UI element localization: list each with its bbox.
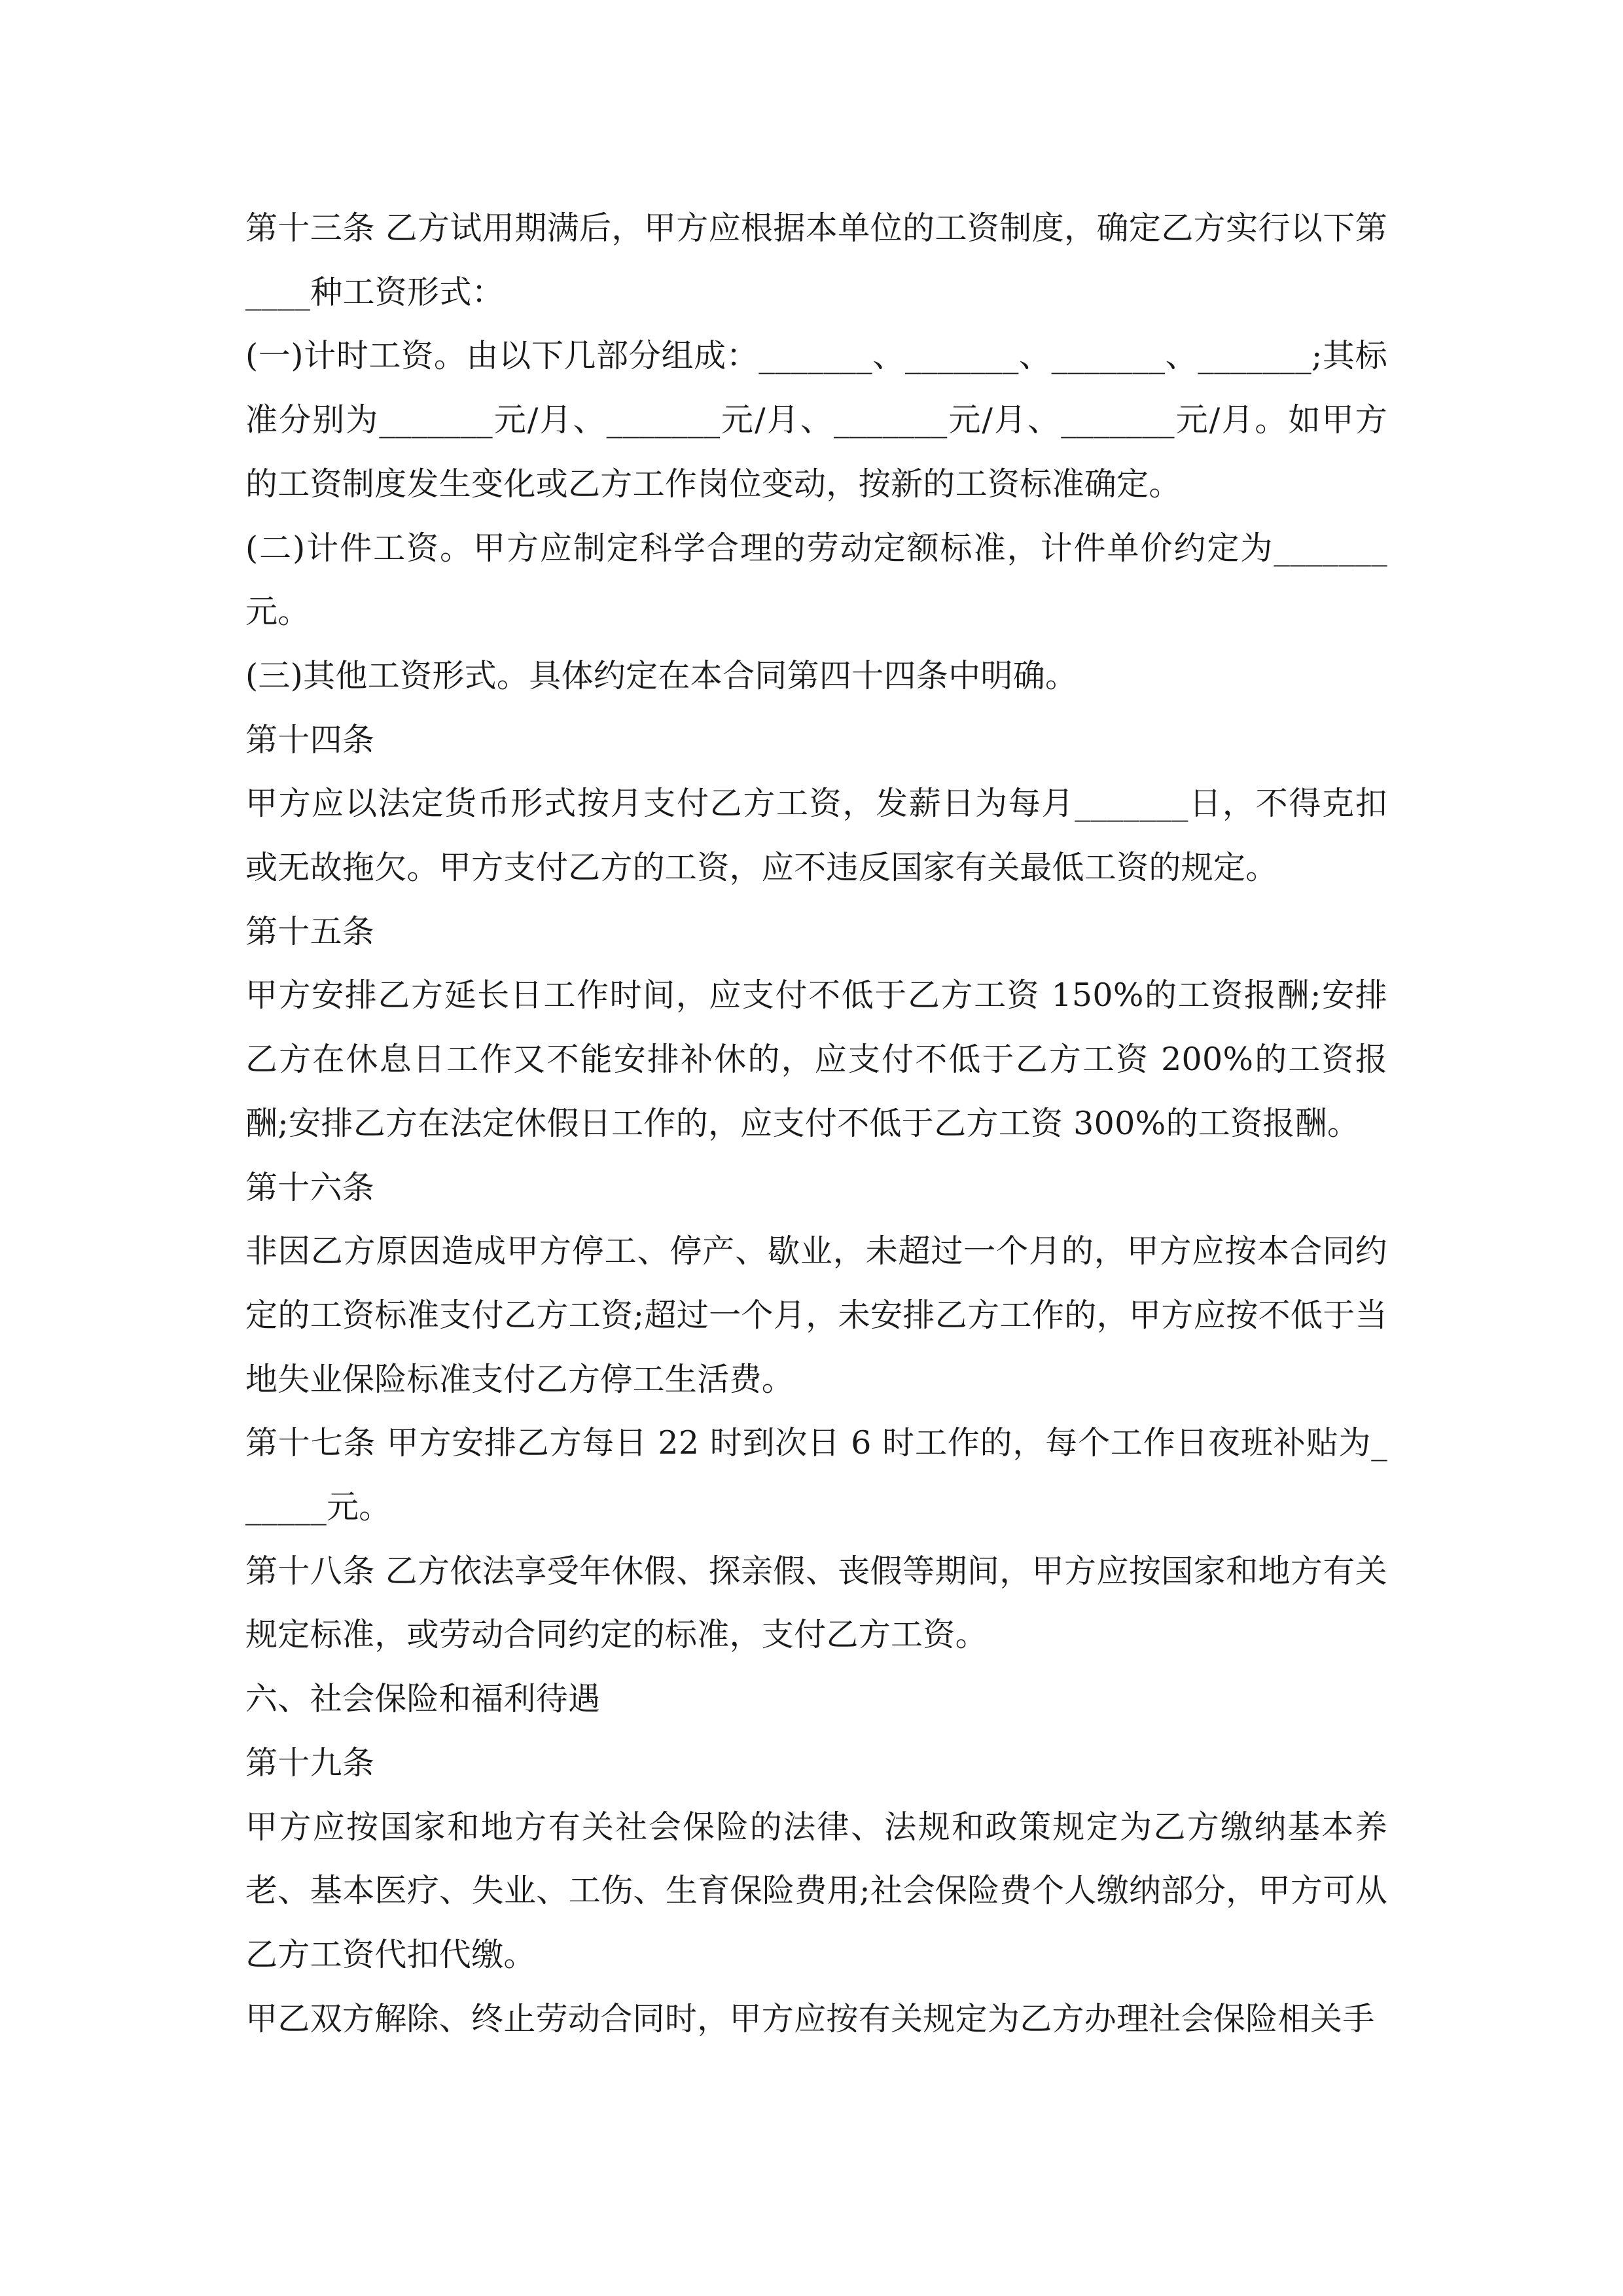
clause-13: 第十三条 乙方试用期满后，甲方应根据本单位的工资制度，确定乙方实行以下第____种工资形式： (245, 209, 1387, 311)
clause-16-heading: 第十六条 (245, 1168, 375, 1206)
clause-13-item-3: (三)其他工资形式。具体约定在本合同第四十四条中明确。 (245, 656, 1078, 694)
section-6-heading: 六、社会保险和福利待遇 (245, 1680, 601, 1718)
clause-19-text: 甲方应按国家和地方有关社会保险的法律、法规和政策规定为乙方缴纳基本养老、基本医疗、失业、工伤、生育保险费用;社会保险费个人缴纳部分，甲方可从乙方工资代扣代缴。 (245, 1808, 1387, 1973)
clause-14-heading: 第十四条 (245, 721, 375, 759)
clause-19-heading: 第十九条 (245, 1744, 375, 1782)
document-body (245, 196, 1387, 2051)
clause-15-heading: 第十五条 (245, 912, 375, 950)
clause-16-text: 非因乙方原因造成甲方停工、停产、歇业，未超过一个月的，甲方应按本合同约定的工资标准支付乙方工资;超过一个月，未安排乙方工作的，甲方应按不低于当地失业保险标准支付乙方停工生活费。 (245, 1232, 1387, 1398)
clause-17: 第十七条 甲方安排乙方每日 22 时到次日 6 时工作的，每个工作日夜班补贴为______元。 (245, 1424, 1387, 1526)
clause-18: 第十八条 乙方依法享受年休假、探亲假、丧假等期间，甲方应按国家和地方有关规定标准，或劳动合同约定的标准，支付乙方工资。 (245, 1552, 1387, 1654)
clause-13-item-2: (二)计件工资。甲方应制定科学合理的劳动定额标准，计件单价约定为_______元。 (245, 529, 1387, 631)
clause-14-text: 甲方应以法定货币形式按月支付乙方工资，发薪日为每月_______日，不得克扣或无故拖欠。甲方支付乙方的工资，应不违反国家有关最低工资的规定。 (245, 785, 1387, 887)
clause-15-text: 甲方安排乙方延长日工作时间，应支付不低于乙方工资 150%的工资报酬;安排乙方在休息日工作又不能安排补休的，应支付不低于乙方工资 200%的工资报酬;安排乙方在法定休假日工作的，应支付不低于乙方工资 300%的工资报酬。 (245, 977, 1387, 1142)
clause-19-text-2: 甲乙双方解除、终止劳动合同时，甲方应按有关规定为乙方办理社会保险相关手 (245, 2000, 1375, 2037)
clause-13-item-1: (一)计时工资。由以下几部分组成：_______、_______、_______、_______;其标准分别为_______元/月、_______元/月、_______元/月、_______元/月。如甲方的工资制度发生变化或乙方工作岗位变动，按新的工资标准确定。 (245, 337, 1387, 503)
